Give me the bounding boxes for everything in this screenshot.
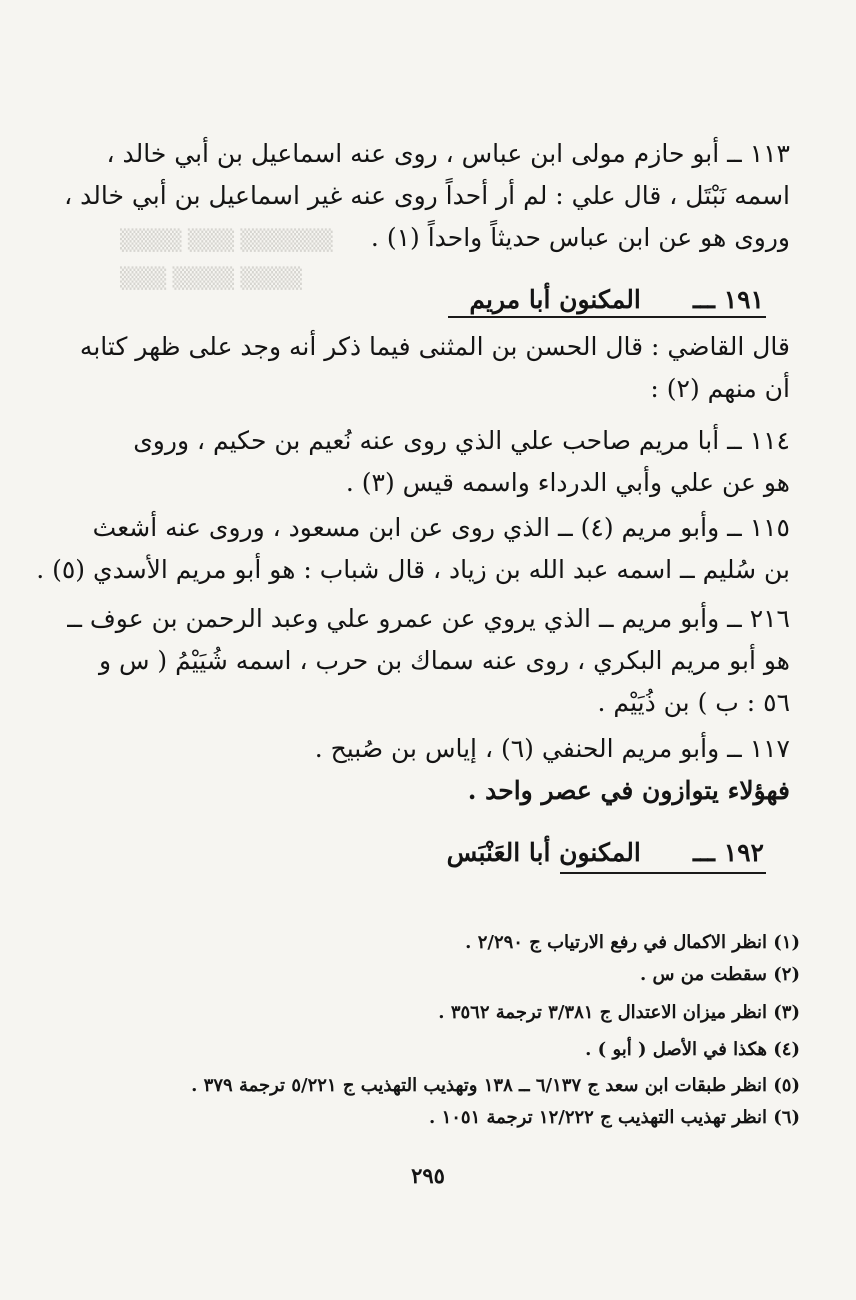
heading-underline bbox=[448, 316, 766, 318]
entry-line: اسمه نَبْتَل ، قال علي : لم أر أحداً روى عنه غير اسماعيل بن أبي خالد ، bbox=[64, 181, 790, 210]
footnote: (١) انظر الاكمال في رفع الارتياب ج ٢/٢٩٠ . bbox=[465, 932, 800, 953]
section-title: المكنون أبا العَنْبَس bbox=[446, 838, 641, 867]
heading-underline bbox=[560, 872, 766, 874]
entry-line: فهؤلاء يتوازون في عصر واحد . bbox=[467, 776, 790, 805]
entry-line: هو عن علي وأبي الدرداء واسمه قيس (٣) . bbox=[345, 468, 790, 497]
entry-line: قال القاضي : قال الحسن بن المثنى فيما ذكر أنه وجد على ظهر كتابه bbox=[79, 332, 790, 361]
qadi-statement bbox=[79, 326, 790, 410]
footnote: (٤) هكذا في الأصل ( أبو ) . bbox=[585, 1039, 800, 1060]
entry-line: ١١٥ ــ وأبو مريم (٤) ــ الذي روى عن ابن مسعود ، وروى عنه أشعث bbox=[92, 513, 790, 542]
entry-line: ١١٤ ــ أبا مريم صاحب علي الذي روى عنه نُعيم بن حكيم ، وروى bbox=[133, 426, 790, 455]
section-title: المكنون أبا مريم bbox=[469, 285, 641, 314]
entry-117 bbox=[118, 728, 790, 812]
section-number: ١٩١ ـــ bbox=[693, 285, 764, 314]
page-number: ٢٩٥ bbox=[411, 1163, 445, 1188]
bleed-through-mark: ▒▒▒ ▒▒▒▒ ▒▒▒▒ bbox=[120, 266, 302, 290]
entry-line: ١١٣ ــ أبو حازم مولى ابن عباس ، روى عنه اسماعيل بن أبي خالد ، bbox=[106, 139, 790, 168]
entry-line: ١١٧ ــ وأبو مريم الحنفي (٦) ، إياس بن صُبيح . bbox=[314, 734, 790, 763]
entry-line: أن منهم (٢) : bbox=[650, 374, 790, 403]
entry-116 bbox=[67, 598, 790, 724]
entry-line: هو أبو مريم البكري ، روى عنه سماك بن حرب ، اسمه شُيَيْمُ ( س و bbox=[98, 646, 790, 675]
footnote: (٥) انظر طبقات ابن سعد ج ٦/١٣٧ ــ ١٣٨ وتهذيب التهذيب ج ٥/٢٢١ ترجمة ٣٧٩ . bbox=[191, 1075, 800, 1096]
entry-line: بن سُليم ــ اسمه عبد الله بن زياد ، قال شباب : هو أبو مريم الأسدي (٥) . bbox=[36, 555, 790, 584]
entry-115 bbox=[36, 507, 790, 591]
footnote: (٦) انظر تهذيب التهذيب ج ١٢/٢٢٢ ترجمة ١٠٥١ . bbox=[429, 1107, 800, 1128]
entry-113 bbox=[64, 133, 790, 259]
section-heading-191 bbox=[469, 280, 764, 320]
bleed-through-mark: ▒▒▒▒ ▒▒▒ ▒▒▒▒▒▒ bbox=[120, 228, 333, 252]
section-heading-192 bbox=[447, 833, 764, 873]
entry-line: ٢١٦ ــ وأبو مريم ــ الذي يروي عن عمرو علي وعبد الرحمن بن عوف ــ bbox=[67, 604, 790, 633]
section-number: ١٩٢ ـــ bbox=[693, 838, 764, 867]
entry-line: وروى هو عن ابن عباس حديثاً واحداً (١) . bbox=[370, 223, 790, 252]
entry-114 bbox=[118, 420, 790, 504]
entry-line: ٥٦ : ب ) بن ذُيَيْم . bbox=[597, 688, 790, 717]
footnote: (٣) انظر ميزان الاعتدال ج ٣/٣٨١ ترجمة ٣٥٦٢ . bbox=[438, 1002, 800, 1023]
footnote: (٢) سقطت من س . bbox=[640, 964, 800, 985]
